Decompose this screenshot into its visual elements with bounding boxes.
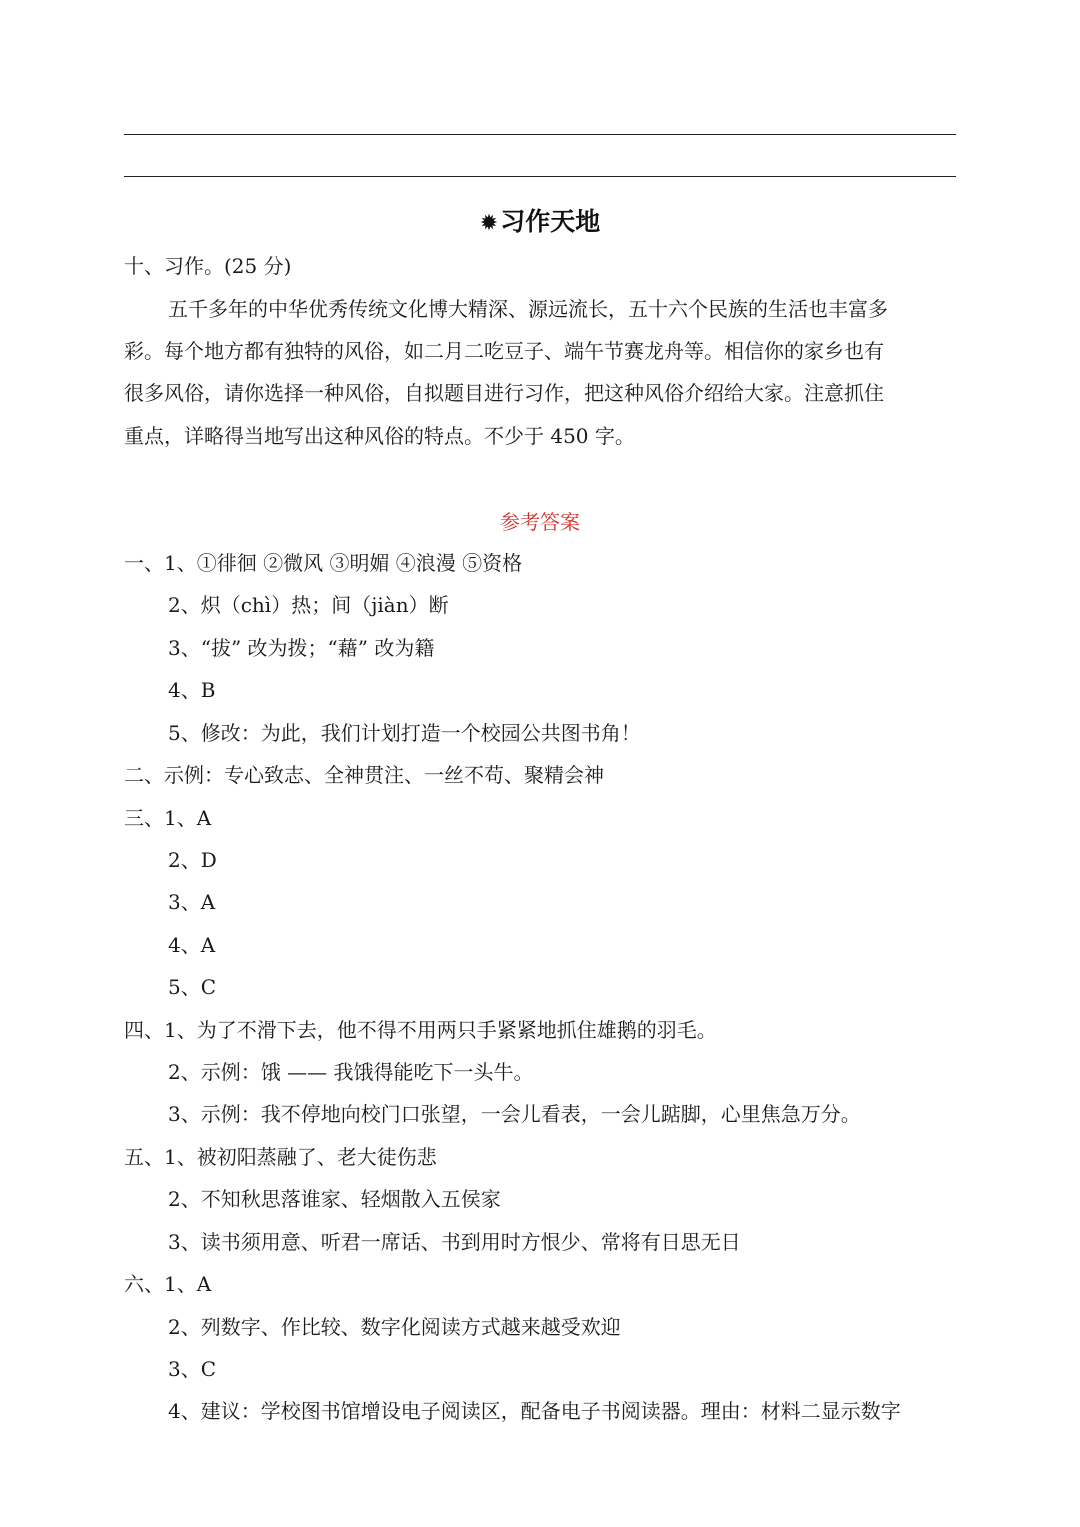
star-icon: ✹ (479, 211, 499, 236)
answer-line: 五、1、被初阳蒸融了、老大徒伤悲 (124, 1145, 437, 1169)
answer-line: 3、“拔” 改为拨；“藉” 改为籍 (168, 636, 435, 660)
answer-line: 3、A (168, 890, 216, 914)
section-title (0, 202, 1080, 238)
question-body-line: 重点，详略得当地写出这种风俗的特点。不少于 450 字。 (124, 424, 635, 448)
question-heading: 十、习作。(25 分) (124, 254, 292, 278)
answer-line: 2、不知秋思落谁家、轻烟散入五侯家 (168, 1187, 501, 1211)
answer-line: 5、修改：为此，我们计划打造一个校园公共图书角！ (168, 721, 641, 745)
question-body-line: 很多风俗，请你选择一种风俗，自拟题目进行习作，把这种风俗介绍给大家。注意抓住 (124, 381, 884, 405)
question-body-line: 五千多年的中华优秀传统文化博大精深、源远流长，五十六个民族的生活也丰富多 (168, 297, 888, 321)
answer-line: 2、列数字、作比较、数字化阅读方式越来越受欢迎 (168, 1315, 621, 1339)
answer-line: 4、建议：学校图书馆增设电子阅读区，配备电子书阅读器。理由：材料二显示数字 (168, 1399, 901, 1423)
answer-line: 二、示例：专心致志、全神贯注、一丝不苟、聚精会神 (124, 763, 604, 787)
answer-line-1 (124, 134, 956, 135)
answer-line: 3、C (168, 1357, 217, 1381)
answer-line: 2、示例：饿 —— 我饿得能吃下一头牛。 (168, 1060, 534, 1084)
answer-line-2 (124, 176, 956, 177)
answer-line: 四、1、为了不滑下去，他不得不用两只手紧紧地抓住雄鹅的羽毛。 (124, 1018, 717, 1042)
answer-line: 4、A (168, 933, 216, 957)
question-body-line: 彩。每个地方都有独特的风俗，如二月二吃豆子、端午节赛龙舟等。相信你的家乡也有 (124, 339, 884, 363)
answers-title: 参考答案 (500, 510, 580, 534)
answer-line: 一、1、①徘徊 ②微风 ③明媚 ④浪漫 ⑤资格 (124, 551, 523, 575)
answer-line: 3、读书须用意、听君一席话、书到用时方恨少、常将有日思无日 (168, 1230, 741, 1254)
answer-line: 六、1、A (124, 1272, 212, 1296)
answer-line: 4、B (168, 678, 216, 702)
section-title-text: 习作天地 (500, 207, 601, 236)
answer-line: 2、D (168, 848, 217, 872)
answer-line: 3、示例：我不停地向校门口张望，一会儿看表，一会儿踮脚，心里焦急万分。 (168, 1102, 861, 1126)
answer-line: 5、C (168, 975, 217, 999)
answer-line: 三、1、A (124, 806, 212, 830)
answer-line: 2、炽（chì）热；间（jiàn）断 (168, 593, 449, 617)
